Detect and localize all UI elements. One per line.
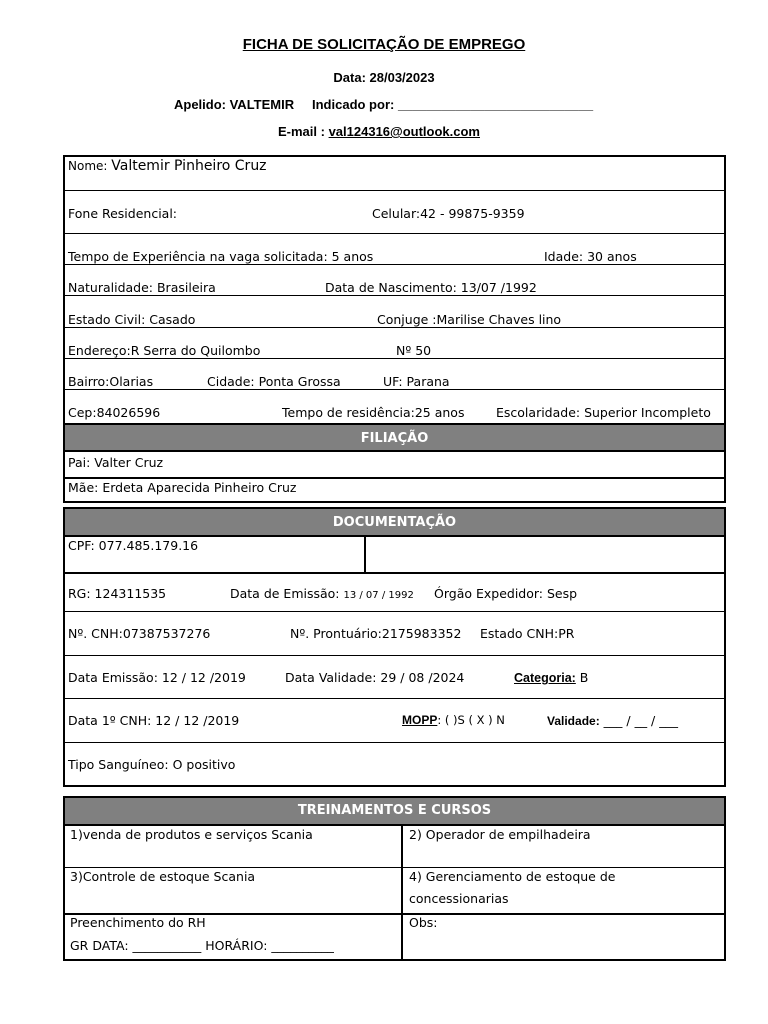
data-emissao-field: Data Emissão: 12 / 12 /2019: [68, 670, 246, 685]
endereco-field: Endereço:R Serra do Quilombo: [68, 343, 261, 358]
mopp-options: : ( )S ( X ) N: [437, 713, 505, 727]
validade-label: Validade:: [547, 714, 600, 728]
obs-field: Obs:: [409, 915, 438, 930]
row-divider: [63, 190, 726, 191]
data-validade-field: Data Validade: 29 / 08 /2024: [285, 670, 465, 685]
uf-field: UF: Parana: [383, 374, 450, 389]
curso-1: 1)venda de produtos e serviços Scania: [70, 827, 313, 842]
nome-field: [68, 158, 267, 174]
row-divider: [63, 264, 726, 265]
rh-label: Preenchimento do RH: [70, 915, 206, 930]
naturalidade-field: Naturalidade: Brasileira: [68, 280, 216, 295]
row-divider: [63, 358, 726, 359]
orgao-field: Órgão Expedidor: Sesp: [434, 586, 578, 601]
experiencia-field: Tempo de Experiência na vaga solicitada: 5 anos: [68, 249, 374, 264]
filiacao-header: FILIAÇÃO: [63, 423, 726, 452]
prontuario-field: Nº. Prontuário:2175983352: [290, 626, 462, 641]
categoria-field: [514, 670, 588, 685]
fone-field: Fone Residencial:: [68, 206, 178, 221]
row-divider: [63, 477, 726, 479]
nome-label: Nome:: [68, 159, 112, 173]
cidade-field: Cidade: Ponta Grossa: [207, 374, 341, 389]
row-divider: [63, 233, 726, 234]
documentacao-header: DOCUMENTAÇÃO: [63, 507, 726, 537]
row-divider: [63, 867, 726, 868]
cpf-field: CPF: 077.485.179.16: [68, 538, 199, 553]
column-divider: [401, 825, 403, 961]
numero-field: Nº 50: [396, 343, 432, 358]
nome-value: Valtemir Pinheiro Cruz: [111, 158, 267, 174]
emissao-field: [230, 586, 414, 601]
gr-data-field: GR DATA: ___________ HORÁRIO: __________: [70, 938, 334, 953]
mopp-label: MOPP: [402, 713, 438, 727]
treinamentos-header: TREINAMENTOS E CURSOS: [63, 796, 726, 826]
mopp-field: [402, 713, 505, 727]
tipo-sanguineo-field: Tipo Sanguíneo: O positivo: [68, 757, 236, 772]
row-divider: [63, 295, 726, 296]
mae-field: Mãe: Erdeta Aparecida Pinheiro Cruz: [68, 480, 297, 495]
curso-3: 3)Controle de estoque Scania: [70, 869, 256, 884]
row-divider: [63, 742, 726, 743]
cpf-cell-divider: [364, 536, 366, 573]
pai-field: Pai: Valter Cruz: [68, 455, 164, 470]
row-divider: [63, 611, 726, 612]
celular-field: Celular:42 - 99875-9359: [372, 206, 525, 221]
residencia-field: Tempo de residência:25 anos: [282, 405, 465, 420]
indicado-field: Indicado por: ___________________________: [312, 97, 594, 112]
nascimento-field: Data de Nascimento: 13/07 /1992: [325, 280, 537, 295]
categoria-label: Categoria:: [514, 671, 576, 685]
form-title: FICHA DE SOLICITAÇÃO DE EMPREGO: [242, 36, 526, 53]
form-date: Data: 28/03/2023: [333, 70, 435, 85]
rg-field: RG: 124311535: [68, 586, 167, 601]
estado-cnh-field: Estado CNH:PR: [480, 626, 575, 641]
row-divider: [63, 327, 726, 328]
apelido-field: Apelido: VALTEMIR: [174, 97, 295, 112]
validade-field: [547, 713, 678, 728]
cep-field: Cep:84026596: [68, 405, 161, 420]
emissao-label: Data de Emissão:: [230, 586, 344, 601]
estado-civil-field: Estado Civil: Casado: [68, 312, 196, 327]
emissao-value: 13 / 07 / 1992: [343, 590, 414, 601]
conjuge-field: Conjuge :Marilise Chaves lino: [377, 312, 562, 327]
categoria-value: B: [575, 670, 589, 685]
escolaridade-field: Escolaridade: Superior Incompleto: [496, 405, 711, 420]
curso-4-line1: 4) Gerenciamento de estoque de: [409, 869, 616, 884]
bairro-field: Bairro:Olarias: [68, 374, 154, 389]
email-field: [278, 124, 480, 139]
row-divider: [63, 572, 726, 574]
row-divider: [63, 389, 726, 390]
row-divider: [63, 698, 726, 699]
email-value: val124316@outlook.com: [328, 124, 480, 139]
email-label: E-mail :: [278, 124, 329, 139]
row-divider: [63, 655, 726, 656]
cnh-field: Nº. CNH:07387537276: [68, 626, 211, 641]
primeira-cnh-field: Data 1º CNH: 12 / 12 /2019: [68, 713, 240, 728]
curso-2: 2) Operador de empilhadeira: [409, 827, 591, 842]
curso-4-line2: concessionarias: [409, 891, 509, 906]
validade-value: ___ / __ / ___: [599, 713, 678, 728]
idade-field: Idade: 30 anos: [544, 249, 637, 264]
